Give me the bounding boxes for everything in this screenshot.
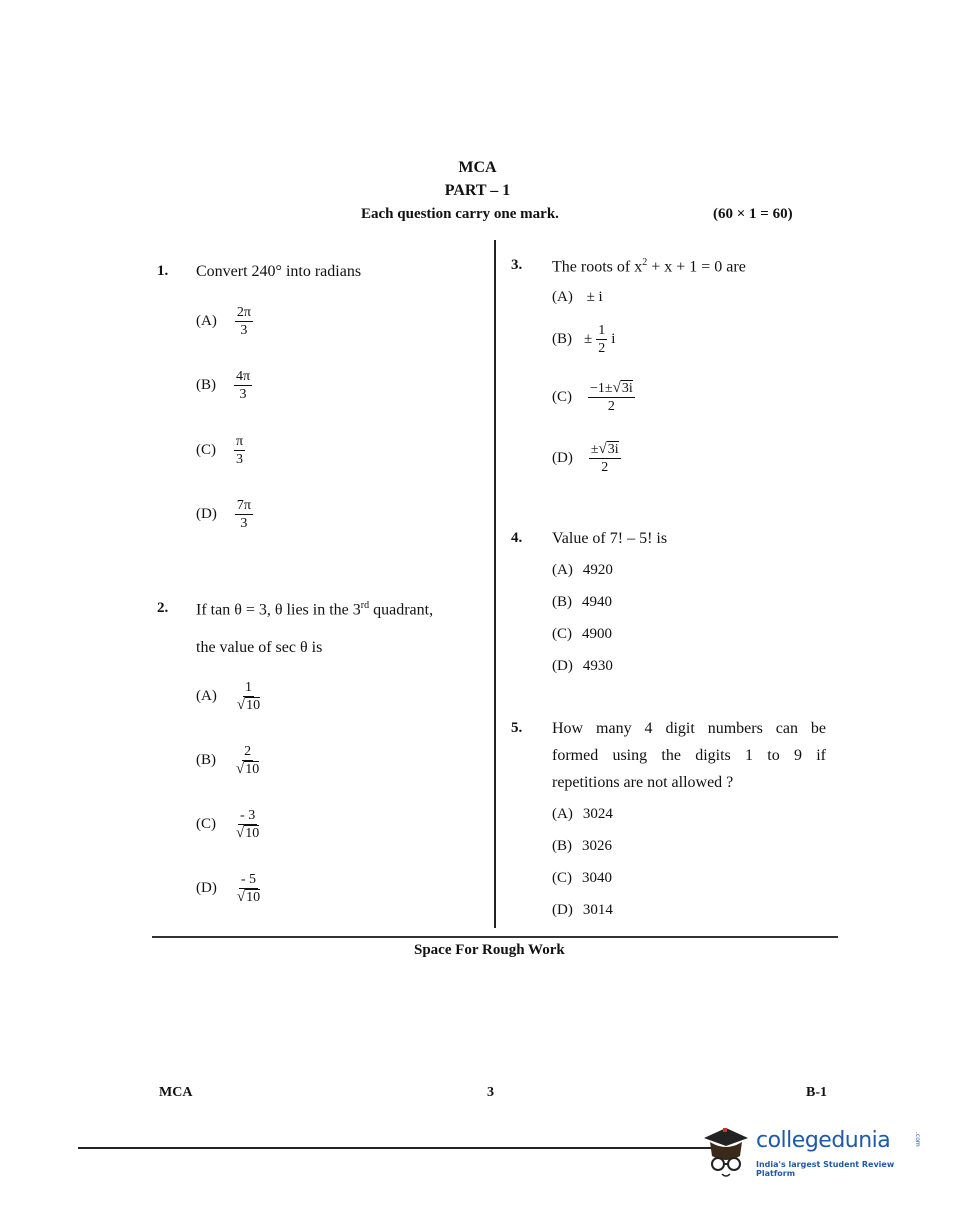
fraction: $\frac{\pi}{3}$ bbox=[236, 434, 244, 467]
fraction: $\frac{-1\pm√3i}{2}$ bbox=[590, 380, 633, 414]
question-5-text-line1: How many 4 digit numbers can be bbox=[552, 720, 826, 737]
fraction: $\frac{7\pi}{3}$ bbox=[236, 498, 251, 531]
question-3-text: The roots of $x^2 + x + 1 = 0$ are bbox=[552, 257, 746, 276]
question-5-text-line3: repetitions are not allowed ? bbox=[552, 774, 734, 791]
fraction: $\frac{4\pi}{3}$ bbox=[236, 369, 251, 402]
option-label: (B) bbox=[196, 752, 216, 769]
fraction: $\frac{\pm√3i}{2}$ bbox=[590, 441, 619, 475]
footer-right: B-1 bbox=[806, 1085, 827, 1100]
q1-option-b bbox=[196, 369, 252, 402]
mascot-icon bbox=[700, 1122, 750, 1180]
option-label: (C) bbox=[196, 442, 216, 459]
part-heading: PART – 1 bbox=[444, 182, 511, 199]
q2-option-c bbox=[196, 808, 261, 841]
question-3-number: 3. bbox=[511, 257, 523, 273]
rough-work-divider bbox=[152, 936, 838, 938]
column-divider bbox=[494, 240, 496, 928]
question-2-number: 2. bbox=[157, 600, 169, 616]
option-label: (C) bbox=[196, 816, 216, 833]
question-5-number: 5. bbox=[511, 720, 523, 736]
q2-option-b bbox=[196, 744, 261, 777]
question-5-text-line2: formed using the digits 1 to 9 if bbox=[552, 747, 826, 764]
q3-option-c bbox=[552, 381, 635, 414]
q2-option-a bbox=[196, 680, 262, 713]
q1-option-a bbox=[196, 305, 253, 338]
q5-option-d: (D) 3014 bbox=[552, 902, 613, 918]
q4-option-a: (A) 4920 bbox=[552, 562, 613, 578]
question-4-number: 4. bbox=[511, 530, 523, 546]
q3-option-a bbox=[552, 289, 603, 306]
q5-option-a: (A) 3024 bbox=[552, 806, 613, 822]
q1-option-c bbox=[196, 434, 245, 467]
q4-option-b: (B) 4940 bbox=[552, 594, 612, 610]
option-label: (A) bbox=[196, 688, 217, 705]
option-label: (D) bbox=[196, 506, 217, 523]
rough-work-label: Space For Rough Work bbox=[414, 942, 565, 958]
fraction: $\frac{1}{√10}$ bbox=[236, 680, 261, 713]
fraction: $\frac{- 5}{√10}$ bbox=[236, 872, 261, 905]
option-label: (A) bbox=[196, 313, 217, 330]
instruction-text: Each question carry one mark. bbox=[361, 206, 559, 222]
footer-rule bbox=[78, 1147, 738, 1149]
fraction: $\frac{- 3}{√10}$ bbox=[236, 808, 260, 841]
question-1-number: 1. bbox=[157, 263, 169, 279]
option-label: (B) bbox=[552, 331, 572, 348]
q3-option-b: (B) ± $\frac{1}{2}$ i bbox=[552, 323, 616, 356]
q3-option-d bbox=[552, 442, 621, 475]
logo-domain: .com bbox=[914, 1132, 921, 1147]
option-label: (D) bbox=[196, 880, 217, 897]
question-2-text-line2: the value of sec θ is bbox=[196, 639, 323, 656]
page-number: 3 bbox=[487, 1085, 494, 1100]
fraction: $\frac{1}{2}$ bbox=[598, 323, 606, 356]
marks-text: (60 × 1 = 60) bbox=[713, 206, 793, 222]
option-label: (A) bbox=[552, 289, 573, 305]
collegedunia-logo bbox=[700, 1118, 930, 1188]
q5-option-c: (C) 3040 bbox=[552, 870, 612, 886]
q5-option-b: (B) 3026 bbox=[552, 838, 612, 854]
question-1-text: Convert 240° into radians bbox=[196, 263, 362, 280]
question-2-text: If tan θ = 3, θ lies in the 3rd quadrant, bbox=[196, 600, 434, 619]
option-value: ± i bbox=[586, 289, 603, 305]
option-label: (B) bbox=[196, 377, 216, 394]
exam-title: MCA bbox=[458, 159, 497, 176]
footer-left: MCA bbox=[159, 1085, 193, 1100]
fraction: $\frac{2}{√10}$ bbox=[236, 744, 260, 777]
q1-option-d bbox=[196, 498, 253, 531]
question-4-text: Value of 7! – 5! is bbox=[552, 530, 668, 547]
logo-tagline: India's largest Student Review Platform bbox=[756, 1160, 895, 1178]
q4-option-d: (D) 4930 bbox=[552, 658, 613, 674]
q2-option-d bbox=[196, 872, 262, 905]
logo-wordmark: collegedunia bbox=[756, 1128, 891, 1153]
fraction: $\frac{2\pi}{3}$ bbox=[236, 305, 251, 338]
q4-option-c: (C) 4900 bbox=[552, 626, 612, 642]
option-label: (C) bbox=[552, 389, 572, 406]
option-label: (D) bbox=[552, 450, 573, 467]
